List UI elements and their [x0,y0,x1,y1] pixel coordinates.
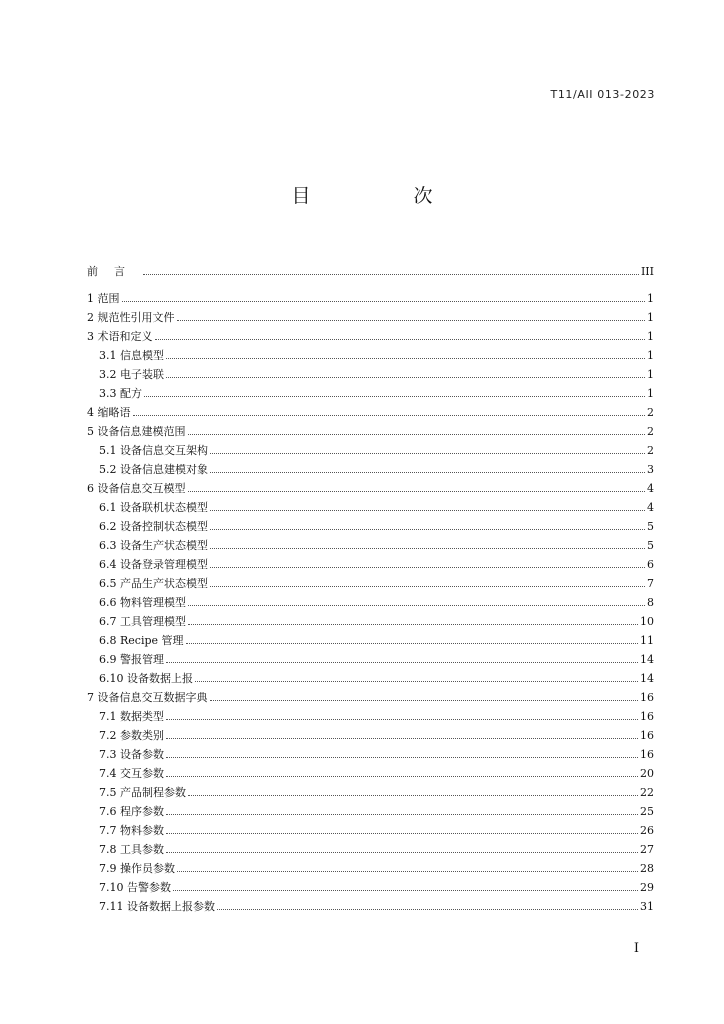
toc-entry-label: 4 缩略语 [87,406,131,419]
toc-entry[interactable] [87,517,654,536]
toc-dot-leader [155,339,646,340]
toc-entry-label: 6.4 设备登录管理模型 [99,558,208,571]
toc-entry[interactable] [87,840,654,859]
toc-dot-leader [210,548,645,549]
toc-dot-leader [122,301,646,302]
toc-dot-leader [173,890,638,891]
toc-entry-page: 16 [640,691,654,704]
toc-entry-page: 6 [647,558,654,571]
toc-dot-leader [166,852,638,853]
toc-entry[interactable] [87,631,654,650]
toc-entry[interactable] [87,460,654,479]
toc-entry[interactable] [87,726,654,745]
toc-entry-label: 5.1 设备信息交互架构 [99,444,208,457]
toc-entry-label: 7.9 操作员参数 [99,862,175,875]
toc-entry[interactable] [87,498,654,517]
toc-entry-label: 3 术语和定义 [87,330,153,343]
toc-entry-label: 7.6 程序参数 [99,805,164,818]
toc-entry-label: 2 规范性引用文件 [87,311,175,324]
toc-entry-page: 29 [640,881,654,894]
toc-entry-page: 31 [640,900,654,913]
toc-dot-leader [177,871,638,872]
toc-entry-page: III [640,265,654,278]
toc-entry-page: 2 [647,425,654,438]
toc-entry[interactable] [87,365,654,384]
toc-entry-page: 11 [640,634,654,647]
toc-entry-page: 28 [640,862,654,875]
toc-dot-leader [210,510,645,511]
toc-entry[interactable] [87,821,654,840]
toc-entry-label: 6.5 产品生产状态模型 [99,577,208,590]
table-of-contents [87,262,654,916]
toc-entry-label: 6.2 设备控制状态模型 [99,520,208,533]
toc-entry-label: 7.11 设备数据上报参数 [99,900,215,913]
page-number: I [633,941,639,956]
toc-entry[interactable] [87,707,654,726]
toc-entry-page: 5 [647,539,654,552]
toc-entry-page: 8 [647,596,654,609]
toc-entry-page: 16 [640,748,654,761]
toc-entry[interactable] [87,878,654,897]
toc-entry-page: 10 [640,615,654,628]
toc-entry-page: 14 [640,672,654,685]
toc-entry-page: 16 [640,710,654,723]
toc-entry[interactable] [87,669,654,688]
toc-entry-page: 16 [640,729,654,742]
toc-entry-page: 1 [647,349,654,362]
toc-entry[interactable] [87,403,654,422]
toc-entry-page: 25 [640,805,654,818]
toc-entry[interactable] [87,783,654,802]
toc-entry-label: 6.8 Recipe 管理 [99,634,184,647]
toc-dot-leader [144,396,645,397]
toc-dot-leader [195,681,638,682]
toc-entry-label: 3.2 电子装联 [99,368,164,381]
toc-entry-page: 4 [647,501,654,514]
toc-entry-page: 7 [647,577,654,590]
toc-dot-leader [210,453,645,454]
toc-entry[interactable] [87,593,654,612]
toc-entry[interactable] [87,262,654,289]
toc-dot-leader [166,358,645,359]
toc-entry-label: 3.1 信息模型 [99,349,164,362]
toc-entry[interactable] [87,289,654,308]
toc-dot-leader [166,814,638,815]
toc-entry-label: 6 设备信息交互模型 [87,482,186,495]
toc-entry[interactable] [87,612,654,631]
toc-dot-leader [166,776,638,777]
toc-entry[interactable] [87,897,654,916]
toc-entry-page: 22 [640,786,654,799]
toc-entry-page: 20 [640,767,654,780]
toc-entry-page: 5 [647,520,654,533]
toc-entry-page: 1 [647,330,654,343]
toc-dot-leader [188,605,645,606]
toc-entry-label: 1 范围 [87,292,120,305]
toc-dot-leader [166,738,638,739]
document-code: T11/AII 013-2023 [550,88,655,101]
toc-entry-label: 前言 [87,265,141,278]
toc-entry-page: 1 [647,368,654,381]
toc-dot-leader [143,274,639,275]
toc-entry[interactable] [87,688,654,707]
toc-dot-leader [210,586,645,587]
toc-entry-page: 26 [640,824,654,837]
toc-dot-leader [210,472,645,473]
toc-dot-leader [166,719,638,720]
toc-entry[interactable] [87,441,654,460]
toc-dot-leader [188,491,646,492]
toc-entry-page: 2 [647,406,654,419]
toc-entry[interactable] [87,422,654,441]
toc-entry[interactable] [87,555,654,574]
toc-entry-label: 7 设备信息交互数据字典 [87,691,208,704]
toc-entry-label: 7.4 交互参数 [99,767,164,780]
toc-entry[interactable] [87,802,654,821]
toc-dot-leader [166,757,638,758]
toc-entry-label: 6.1 设备联机状态模型 [99,501,208,514]
toc-entry[interactable] [87,479,654,498]
toc-entry-label: 7.7 物料参数 [99,824,164,837]
page-title: 目 次 [291,185,475,207]
toc-dot-leader [166,377,645,378]
toc-entry[interactable] [87,745,654,764]
toc-entry-label: 7.3 设备参数 [99,748,164,761]
toc-entry[interactable] [87,650,654,669]
toc-entry-label: 5 设备信息建模范围 [87,425,186,438]
toc-dot-leader [177,320,646,321]
toc-entry-page: 1 [647,311,654,324]
toc-entry[interactable] [87,764,654,783]
toc-entry-page: 3 [647,463,654,476]
toc-entry-label: 5.2 设备信息建模对象 [99,463,208,476]
toc-entry-label: 7.1 数据类型 [99,710,164,723]
toc-dot-leader [133,415,646,416]
toc-entry-label: 3.3 配方 [99,387,142,400]
toc-entry[interactable] [87,859,654,878]
toc-dot-leader [188,434,646,435]
toc-dot-leader [166,662,638,663]
toc-entry-label: 6.9 警报管理 [99,653,164,666]
toc-entry-label: 6.6 物料管理模型 [99,596,186,609]
toc-entry-label: 6.10 设备数据上报 [99,672,193,685]
toc-entry[interactable] [87,536,654,555]
toc-dot-leader [217,909,638,910]
toc-entry[interactable] [87,346,654,365]
toc-dot-leader [210,567,645,568]
toc-entry-page: 4 [647,482,654,495]
toc-entry[interactable] [87,574,654,593]
toc-dot-leader [188,624,638,625]
toc-entry-label: 7.8 工具参数 [99,843,164,856]
toc-entry-label: 7.5 产品制程参数 [99,786,186,799]
toc-dot-leader [188,795,638,796]
toc-entry-page: 1 [647,292,654,305]
toc-entry[interactable] [87,327,654,346]
toc-entry-label: 6.3 设备生产状态模型 [99,539,208,552]
toc-entry-page: 1 [647,387,654,400]
toc-entry[interactable] [87,308,654,327]
toc-entry-label: 7.2 参数类别 [99,729,164,742]
toc-dot-leader [166,833,638,834]
toc-dot-leader [210,700,639,701]
toc-dot-leader [210,529,645,530]
toc-entry-page: 2 [647,444,654,457]
toc-entry-page: 14 [640,653,654,666]
toc-entry-page: 27 [640,843,654,856]
toc-dot-leader [186,643,638,644]
toc-entry-label: 6.7 工具管理模型 [99,615,186,628]
toc-entry[interactable] [87,384,654,403]
toc-entry-label: 7.10 告警参数 [99,881,171,894]
